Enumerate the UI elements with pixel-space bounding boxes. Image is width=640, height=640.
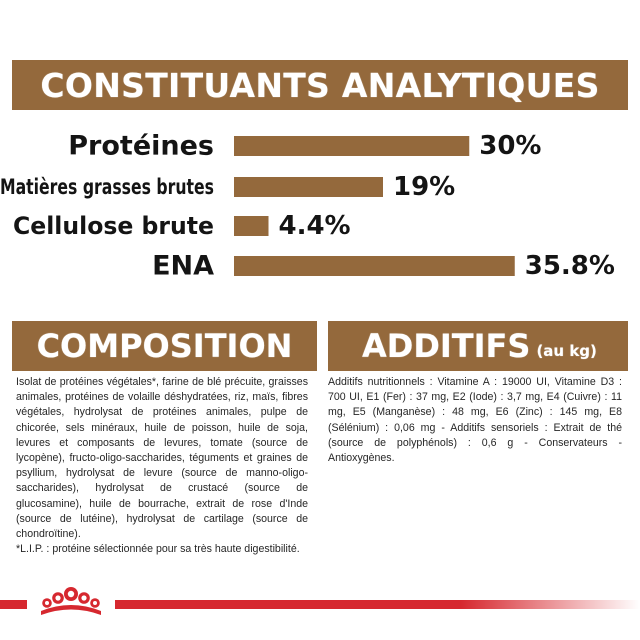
page-title: CONSTITUANTS ANALYTIQUES <box>40 65 600 105</box>
additifs-text-block <box>328 375 622 466</box>
additifs-title: ADDITIFS <box>362 327 531 365</box>
category-label: Protéines <box>68 130 214 162</box>
bar <box>234 136 469 156</box>
composition-note: *L.I.P. : protéine sélectionnée pour sa très haute digestibilité. <box>16 543 300 556</box>
additifs-unit: (au kg) <box>536 342 597 360</box>
composition-ingredients: Isolat de protéines végétales*, farine de blé précuite, graisses animales, protéines de volaille déshydratées, riz, maïs, fibres végétales, hydrolysat de protéines animales, pulpe de chicorée, sels minéraux, huile de poisson, huile de soja, levures et composants de levures, tomate (source de lycopène), fructo-oligo-saccharides, téguments et graines de psyllium, hydrolysat de levure (source de manno-oligo-saccharides), hydrolysat de crustacé (source de glucosamine), huile de bourrache, extrait de rose d'Inde (source de lutéine), hydrolysat de cartilage (source de chondroïtine). <box>16 376 308 541</box>
category-label: Cellulose brute <box>13 212 214 240</box>
analytical-constituents-chart <box>0 120 640 290</box>
value-label: 30% <box>479 131 542 161</box>
bar <box>234 216 269 236</box>
category-label: ENA <box>152 250 214 282</box>
bar <box>234 177 383 197</box>
composition-title: COMPOSITION <box>36 327 293 365</box>
value-label: 19% <box>393 172 456 202</box>
additifs-banner <box>328 321 628 371</box>
value-label: 4.4% <box>278 211 351 241</box>
analytical-constituents-banner <box>12 60 628 110</box>
value-label: 35.8% <box>524 251 615 281</box>
additifs-details: Additifs nutritionnels : Vitamine A : 19000 UI, Vitamine D3 : 700 UI, E1 (Fer) : 37 mg, E2 (Iode) : 3,7 mg, E4 (Cuivre) : 11 mg, E5 (Manganèse) : 48 mg, E6 (Zinc) : 145 mg, E8 (Sélénium) : 0,06 mg - Additifs sensoriels : Extrait de thé (source de polyphénols) : 0,6 g - Conservateurs - Antioxygènes. <box>328 376 622 465</box>
category-label: Matières grasses brutes <box>0 175 214 199</box>
composition-banner <box>12 321 317 371</box>
composition-text-block <box>16 375 308 557</box>
bar <box>234 256 515 276</box>
royal-canin-crown-logo <box>27 580 115 620</box>
